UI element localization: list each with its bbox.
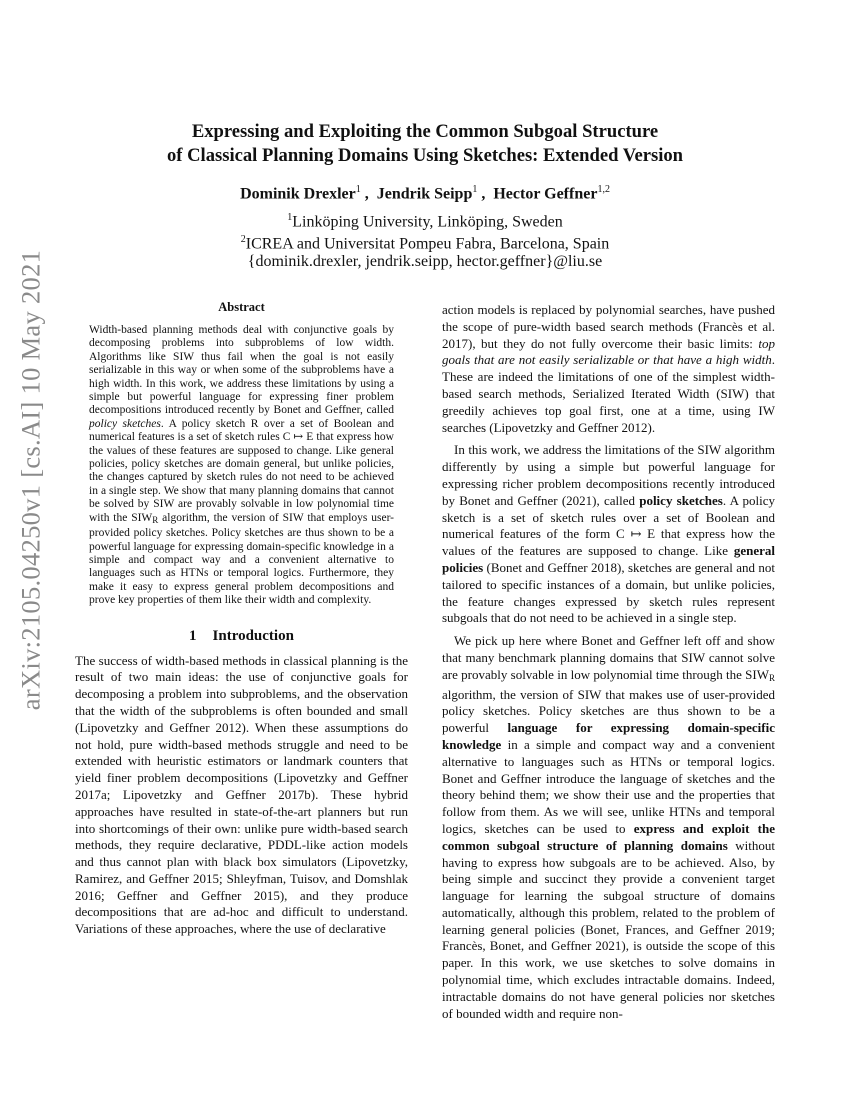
author-name: Dominik Drexler bbox=[240, 185, 356, 203]
author-name: Hector Geffner bbox=[493, 185, 598, 203]
author-emails: {dominik.drexler, jendrik.seipp, hector.geffner}@liu.se bbox=[247, 253, 603, 270]
affiliation-1: $^1$Linköping University, Linköping, Sweden bbox=[287, 212, 563, 231]
title-line-2: of Classical Planning Domains Using Sketches: Extended Version bbox=[166, 145, 684, 166]
right-column bbox=[442, 302, 775, 1022]
body-paragraph-3: We pick up here where Bonet and Geffner left off and show that many benchmark planning domains that SIW cannot solve are provably solvable in low polynomial time through the SIWR algorithm, the version of SIW that makes use of user-provided policy sketches. Policy sketches are thus shown to be a powerful language for expressing domain-specific knowledge in a simple and compact way and a convenient alternative to languages such as HTNs or temporal logics. Bonet and Geffner introduce the language of sketches and the theory behind them; we show their use and the properties that follow from them. As we will see, unlike HTNs and temporal logics, sketches can be used to express and exploit the common subgoal structure of planning domains without having to express how subgoals are to be achieved. Also, by being simple and succinct they provide a convenient target language for learning the subgoal structure of domains automatically, although this problem, related to the problem of learning general policies (Bonet, Frances, and Geffner 2019; Francès, Bonet, and Geffner 2021), is outside the scope of this paper. In this work, we use sketches to solve domains in polynomial time, which excludes intractable domains. Indeed, intractable domains do not have general policies nor sketches of bounded width and require non- bbox=[442, 633, 775, 1021]
author-affil-mark: 1 bbox=[472, 184, 478, 195]
paper-title bbox=[0, 120, 850, 168]
body-paragraph-1: action models is replaced by polynomial searches, have pushed the scope of pure-width based search methods (Francès et al. 2017), but they do not fully overcome their basic limits: top goals that are not easily serializable or that have a high width. These are indeed the limitations of one of the simplest width-based search methods, Serialized Iterated Width (SIW) that greedily achieves top goal first, one at a time, using IW searches (Lipovetzky and Geffner 2012). bbox=[442, 302, 775, 435]
body-paragraph-2: In this work, we address the limitations of the SIW algorithm differently by using a simple but powerful language for expressing richer problem decompositions recently introduced by Bonet and Geffner (2021), called policy sketches. A policy sketch is a set of sketch rules over a set of Boolean and numerical features of the form C ↦ E that express how the values of the features are supposed to change. Like general policies (Bonet and Geffner 2018), sketches are general and not tailored to specific instances of a domain, but unlike policies, the feature changes expressed by sketch rules represent subgoals that do not need to be achieved in a single step. bbox=[442, 442, 775, 626]
intro-paragraph-1: The success of width-based methods in classical planning is the result of two main ideas: the use of conjunctive goals for decomposing a problem into subproblems, and the observation that the width of the subproblems is often bounded and small (Lipovetzky and Geffner 2012). When these assumptions do not hold, pure width-based methods struggle and need to be extended with heuristic estimators or landmark counters that yield finer problem decompositions (Lipovetzky and Geffner 2017a; Lipovetzky and Geffner 2017b). These hybrid approaches have resulted in state-of-the-art planners but run into shortcomings of their own: unlike pure width-based search methods, they require declarative, PDDL-like action models and thus cannot plan with black box simulators (Lipovetzky, Ramirez, and Geffner 2015; Shleyfman, Tuisov, and Domshlak 2016; Geffner and Geffner 2015), and they produce decompositions that are ad-hoc and difficult to understand. Variations of these approaches, where the use of declarative bbox=[75, 652, 408, 937]
abstract-text: Width-based planning methods deal with conjunctive goals by decomposing problems into subproblems of low width. Algorithms like SIW thus fail when the goal is not easily serializable in this way or when some of the subproblems have a high width. In this work, we address these limitations by using a simple but powerful language for expressing finer problem decompositions introduced recently by Bonet and Geffner, called policy sketches. A policy sketch R over a set of Boolean and numerical features is a set of sketch rules C ↦ E that express how the values of these features are supposed to change. Like general policies, policy sketches are domain general, but unlike policies, the changes captured by sketch rules do not need to be achieved in a single step. We show that many planning domains that cannot be solved by SIW are provably solvable in low polynomial time with the SIWR algorithm, the version of SIW that employs user-provided policy sketches. Policy sketches are thus shown to be a powerful language for expressing domain-specific knowledge in a simple and compact way and a convenient alternative to languages such as HTNs or temporal logics. Furthermore, they make it easy to express general problem decompositions and prove key properties of them like their width and complexity. bbox=[89, 324, 395, 607]
arxiv-side-stamp bbox=[6, 249, 56, 711]
author-name: Jendrik Seipp bbox=[376, 185, 473, 203]
affiliation-2: $^2$ICREA and Universitat Pompeu Fabra, Barcelona, Spain bbox=[240, 234, 610, 253]
arxiv-identifier: arXiv:2105.04250v1 [cs.AI] 10 May 2021 bbox=[15, 249, 46, 711]
title-line-1: Expressing and Exploiting the Common Subgoal Structure bbox=[191, 121, 659, 142]
section-number: 1 bbox=[189, 627, 197, 644]
section-title: Introduction bbox=[212, 627, 294, 644]
left-column bbox=[75, 300, 408, 938]
abstract-heading: Abstract bbox=[218, 300, 265, 314]
author-list: Dominik Drexler$^1$ , Jendrik Seipp$^1$ , Hector Geffner$^{1,2}$ bbox=[240, 184, 610, 203]
author-affil-mark: 1 bbox=[355, 184, 361, 195]
section-heading-introduction bbox=[75, 628, 408, 645]
author-affil-mark: 1,2 bbox=[597, 184, 610, 195]
